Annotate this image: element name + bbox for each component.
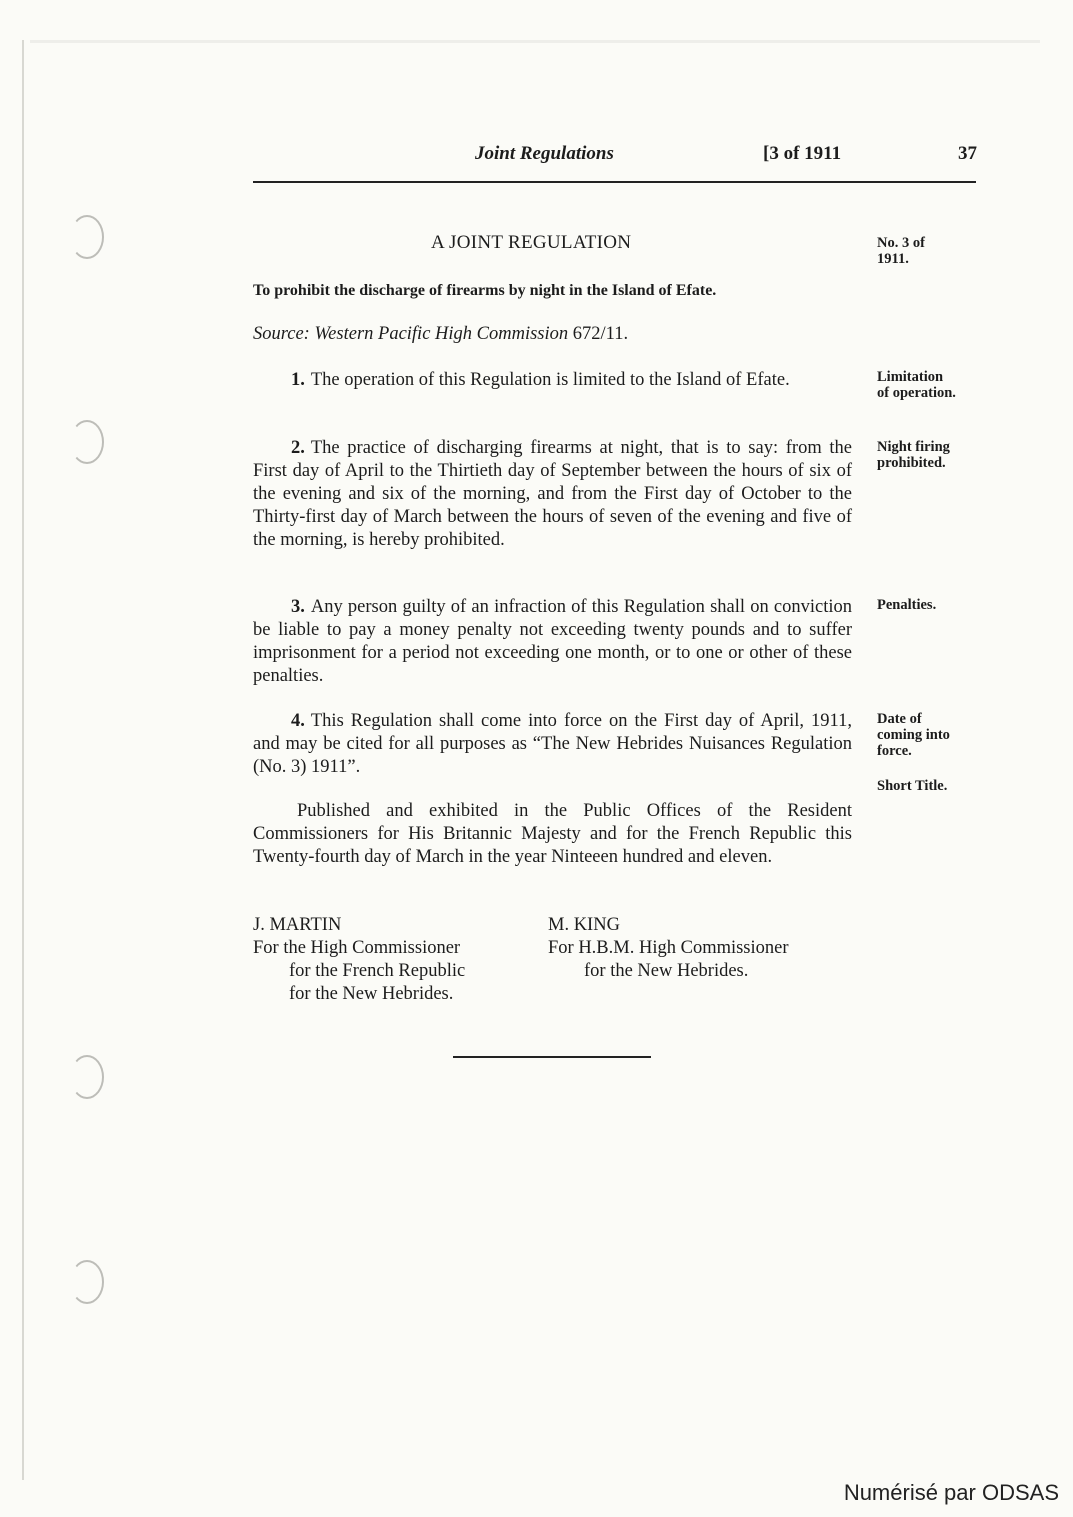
margin-note-night-firing: Night firing prohibited. xyxy=(877,439,950,471)
paragraph-1: 1. The operation of this Regulation is limited to the Island of Efate. xyxy=(291,370,790,390)
signature-block-king: M. KING For H.B.M. High Commissioner for the New Hebrides. xyxy=(548,915,789,981)
margin-note-number: No. 3 of 1911. xyxy=(877,235,925,267)
margin-note-date: Date of coming into force. xyxy=(877,711,950,759)
binder-edge xyxy=(22,40,24,1480)
margin-note-penalties: Penalties. xyxy=(877,597,937,613)
document-subtitle: To prohibit the discharge of firearms by night in the Island of Efate. xyxy=(253,282,717,299)
signature-block-martin: J. MARTIN For the High Commissioner for the French Republic for the New Hebrides. xyxy=(253,915,466,1004)
punch-hole xyxy=(70,215,104,259)
running-head-title: Joint Regulations xyxy=(475,143,614,164)
document-heading: A JOINT REGULATION xyxy=(431,232,632,253)
punch-hole xyxy=(70,420,104,464)
signatory-name: J. MARTIN xyxy=(253,915,342,935)
scan-top-shadow xyxy=(30,40,1040,43)
running-head-reference: [3 of 1911 xyxy=(763,143,842,164)
margin-note-short-title: Short Title. xyxy=(877,778,948,794)
paragraph-2: 2. The practice of discharging firearms at night, that is to say: from the First day of April to the Thirtieth day of September between the hours of six of the evening and six of the morning, and from the First day of October to the Thirty-first day of March between the hours of seven of the evening and five of the morning, is hereby prohibited. xyxy=(253,438,852,550)
source-line: Source: Western Pacific High Commission 672/11. xyxy=(253,324,629,344)
page-number: 37 xyxy=(958,143,977,164)
signatory-name: M. KING xyxy=(548,915,620,935)
end-rule xyxy=(453,1056,651,1058)
digitization-credit: Numérisé par ODSAS xyxy=(843,1480,1059,1505)
paragraph-3: 3. Any person guilty of an infraction of this Regulation shall on conviction be liable to pay a money penalty not exceeding twenty pounds and to suffer imprisonment for a period not exceeding one month, or to one or other of these penalties. xyxy=(253,597,852,686)
margin-note-limitation: Limitation of operation. xyxy=(877,369,956,401)
header-rule xyxy=(253,181,976,183)
punch-hole xyxy=(70,1260,104,1304)
punch-hole xyxy=(70,1055,104,1099)
publication-paragraph: Published and exhibited in the Public Offices of the Resident Commissioners for His Britannic Majesty and for the French Republic this Twenty-fourth day of March in the year Ninteeen hundred and eleven. xyxy=(253,801,852,867)
paragraph-4: 4. This Regulation shall come into force on the First day of April, 1911, and may be cited for all purposes as “The New Hebrides Nuisances Regulation (No. 3) 1911”. xyxy=(253,711,852,777)
